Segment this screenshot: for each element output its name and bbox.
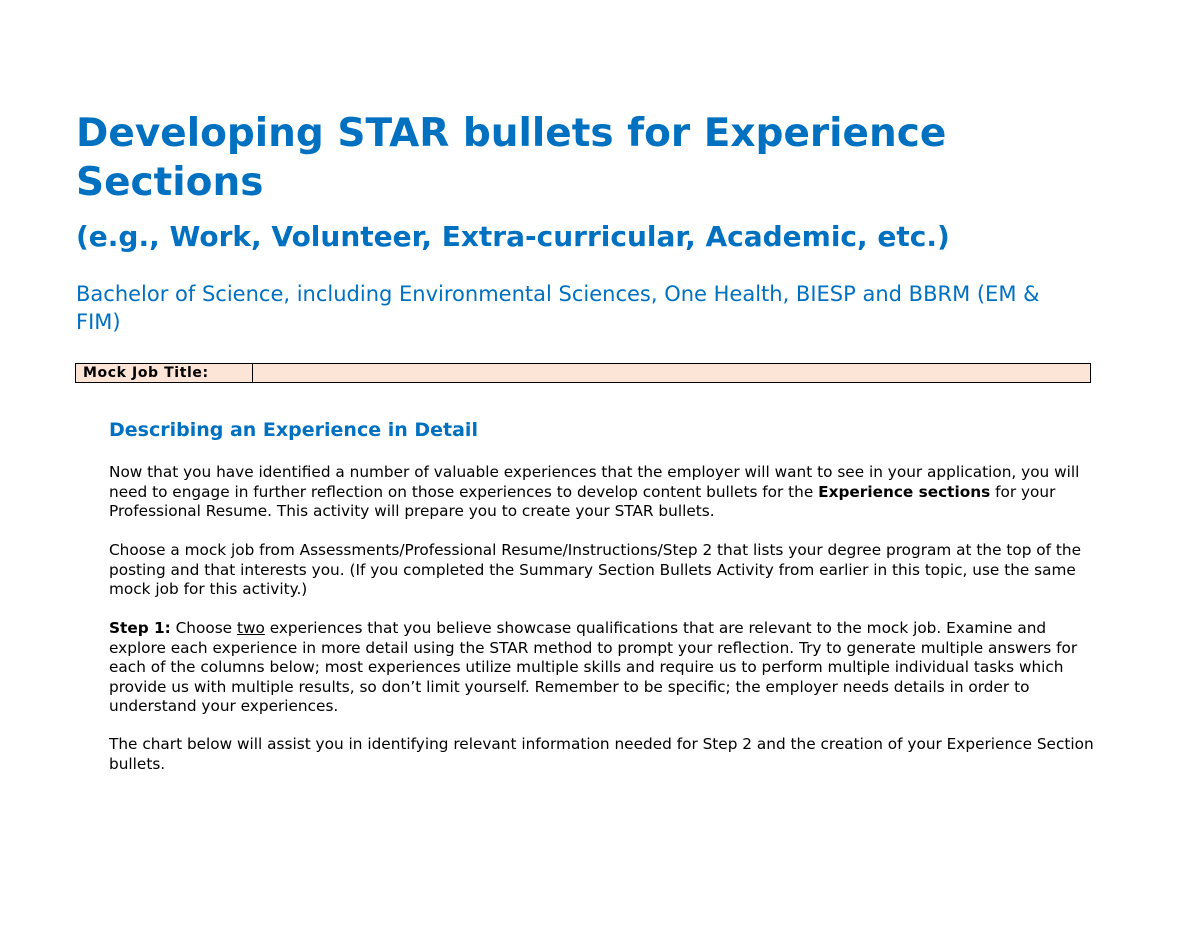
step-1-label: Step 1: — [109, 619, 171, 637]
intro-paragraph — [109, 463, 1099, 522]
step-1-paragraph — [109, 619, 1099, 717]
section-heading: Describing an Experience in Detail — [109, 419, 478, 441]
mock-job-title-label: Mock Job Title: — [76, 364, 253, 383]
step-1-underlined-two: two — [236, 619, 265, 637]
intro-text-end: for your Professional Resume. This activity will prepare you to create your STAR bullets. — [109, 482, 1056, 520]
document-subtitle: (e.g., Work, Volunteer, Extra-curricular, Academic, etc.) — [76, 220, 950, 253]
program-line: Bachelor of Science, including Environmental Sciences, One Health, BIESP and BBRM (EM & FIM) — [76, 282, 1040, 334]
document-title: Developing STAR bullets for Experience Sections — [76, 111, 947, 205]
step-1-text-rest: experiences that you believe showcase qualifications that are relevant to the mock job. Examine and explore each experience in more detail using the STAR method to prompt your reflection. Try to generate multiple answers for each of the columns below; most experiences utilize multiple skills and require us to perform multiple individual tasks which provide us with multiple results, so don’t limit yourself. Remember to be specific; the employer needs details in order to understand your experiences. — [109, 619, 1078, 715]
intro-text-start: Now that you have identified a number of valuable experiences that the employer will want to see in your application, you will need to engage in further reflection on those experiences to develop content bullets for the — [109, 463, 1080, 501]
mock-job-paragraph: Choose a mock job from Assessments/Professional Resume/Instructions/Step 2 that lists your degree program at the top of the posting and that interests you. (If you completed the Summary Section Bullets Activity from earlier in this topic, use the same mock job for this activity.) — [109, 541, 1081, 598]
experience-sections-bold: Experience sections — [818, 482, 991, 501]
table-row — [76, 364, 1091, 383]
mock-job-title-field[interactable] — [253, 364, 1091, 383]
step-1-text-pre: Choose — [170, 619, 237, 637]
mock-job-title-table — [75, 363, 1091, 383]
chart-note-paragraph: The chart below will assist you in identifying relevant information needed for Step 2 and the creation of your Experience Section bullets. — [109, 735, 1094, 773]
